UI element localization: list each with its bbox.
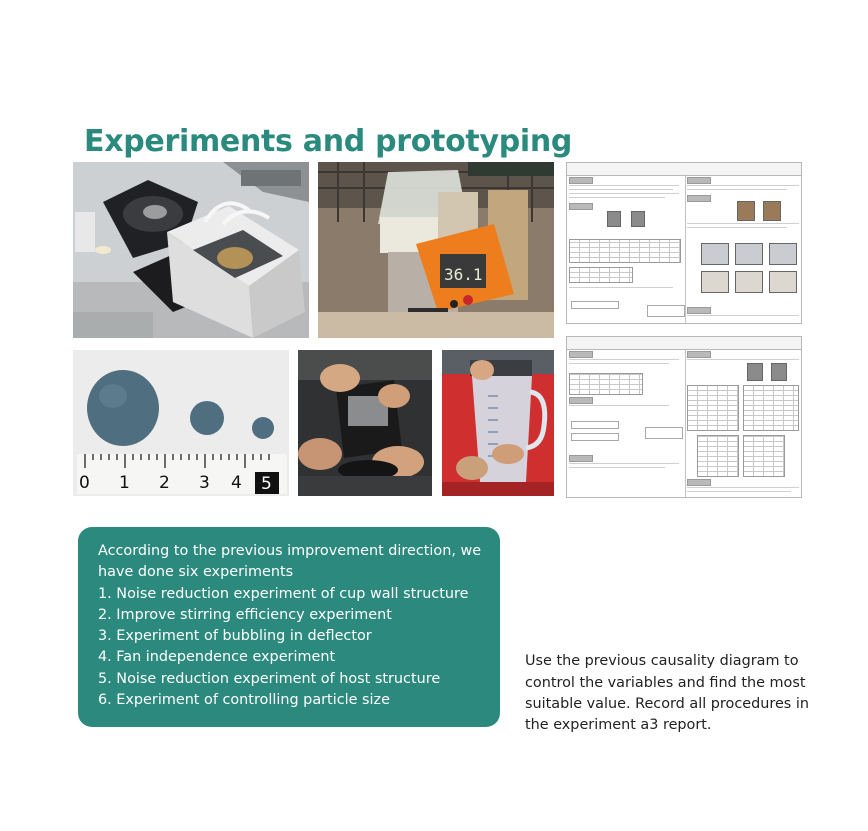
- experiment-item: 4. Fan independence experiment: [98, 649, 336, 666]
- photo-motor-prototype: [73, 162, 309, 338]
- photo-particle-balls: [73, 350, 289, 496]
- a3-report-sheet-2: [566, 336, 802, 498]
- side-note: Use the previous causality diagram to control the variables and find the most suitable value. Record all procedures in the experiment a3 report.: [525, 653, 809, 734]
- experiments-list: [98, 584, 490, 712]
- experiment-item: 5. Noise reduction experiment of host structure: [98, 670, 441, 687]
- thermometer-reading: 36.1: [444, 265, 483, 284]
- ruler-number: 5: [261, 474, 272, 494]
- ruler-number: 2: [159, 473, 170, 493]
- ruler-number: 3: [199, 473, 210, 493]
- experiment-item: 3. Experiment of bubbling in deflector: [98, 628, 372, 645]
- a3-report-sheet-1: [566, 162, 802, 324]
- experiments-panel: [78, 527, 500, 727]
- ruler-number: 0: [79, 473, 90, 493]
- ruler-number: 1: [119, 473, 130, 493]
- photo-host-structure: [298, 350, 432, 496]
- photo-cup-wall: [442, 350, 554, 496]
- experiments-intro: According to the previous improvement direction, we have done six experiments: [98, 543, 482, 581]
- photo-thermometer-test: [318, 162, 554, 338]
- experiment-item: 1. Noise reduction experiment of cup wall structure: [98, 585, 469, 602]
- ruler-number: 4: [231, 473, 242, 493]
- experiment-item: 2. Improve stirring efficiency experiment: [98, 606, 392, 623]
- page-title: Experiments and prototyping: [84, 124, 573, 160]
- experiment-item: 6. Experiment of controlling particle size: [98, 692, 390, 709]
